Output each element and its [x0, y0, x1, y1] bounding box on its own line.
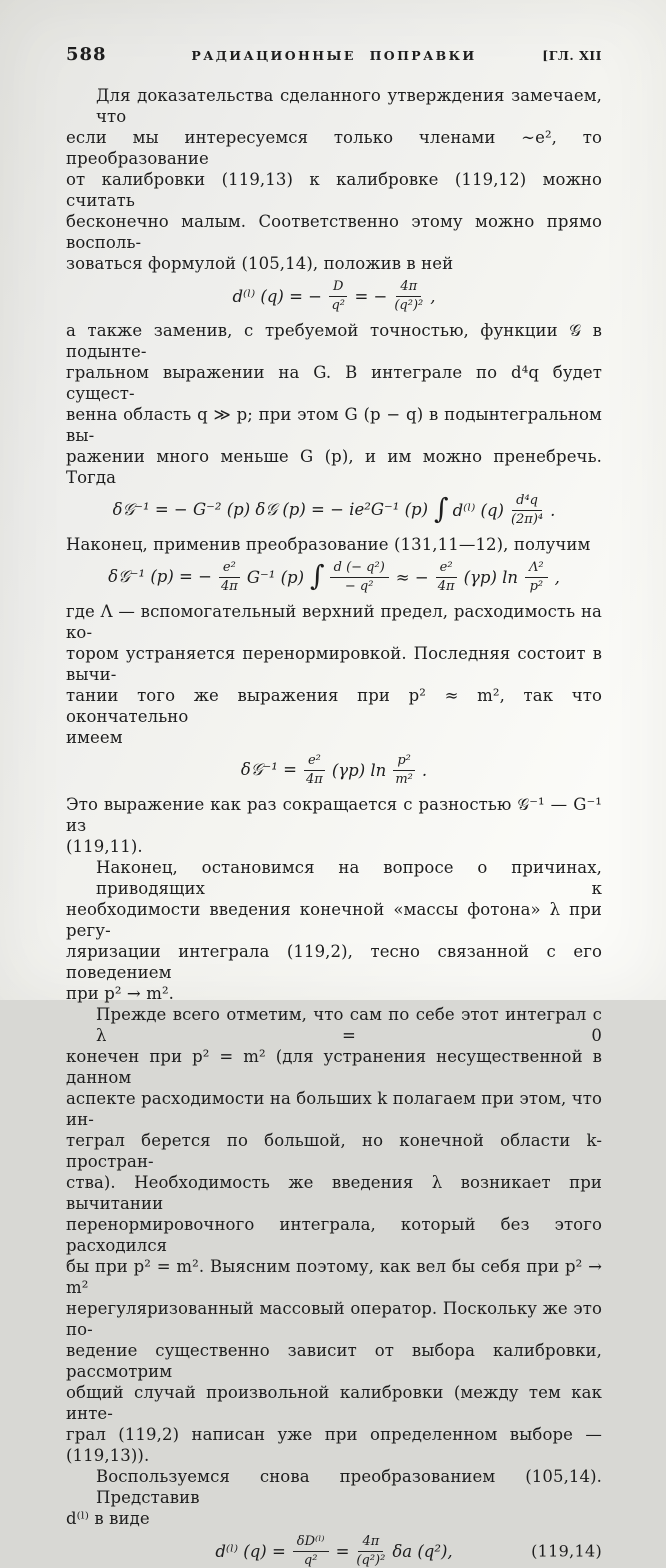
- paragraph-5: [66, 794, 602, 857]
- text-line: (119,11).: [66, 837, 143, 856]
- text-line: гральном выражении на G. В интеграле по d⁴q будет сущест-: [66, 363, 602, 403]
- formula-part: ,: [430, 286, 436, 306]
- fraction: [393, 753, 415, 787]
- fraction-numerator: e²: [304, 753, 325, 770]
- text-line: бы при p² = m². Выясним поэтому, как вел бы себя при p² → m²: [66, 1257, 602, 1297]
- running-title: РАДИАЦИОННЫЕ ПОПРАВКИ: [191, 48, 477, 63]
- formula-part: δa (q²),: [392, 1541, 453, 1561]
- formula-delta-g-renormalized: [66, 753, 602, 787]
- text-line: а также заменив, с требуемой точностью, функции 𝒢 в подынте-: [66, 321, 602, 361]
- fraction: [304, 753, 325, 787]
- fraction-numerator: δD⁽ˡ⁾: [293, 1534, 329, 1551]
- fraction-denominator: 4π: [437, 578, 455, 594]
- text-line: от калибровки (119,13) к калибровке (119,12) можно считать: [66, 170, 602, 210]
- fraction: [356, 1534, 385, 1568]
- formula-part: = −: [354, 286, 388, 306]
- text-line: нерегуляризованный массовый оператор. Поскольку же это по-: [66, 1299, 602, 1339]
- fraction: [436, 560, 457, 594]
- fraction-denominator: p²: [529, 578, 544, 594]
- formula-part: (γp) ln: [331, 760, 387, 780]
- formula-part: d⁽ˡ⁾ (q): [452, 500, 504, 520]
- fraction: [394, 279, 423, 313]
- paragraph-8: [66, 1466, 602, 1529]
- paragraph-2: [66, 320, 602, 488]
- paragraph-4: [66, 601, 602, 748]
- formula-part: .: [421, 760, 428, 780]
- text-line: ства). Необходимость же введения λ возникает при вычитании: [66, 1173, 602, 1213]
- fraction-numerator: 4π: [396, 279, 421, 296]
- text-line: бесконечно малым. Соответственно этому можно прямо восполь-: [66, 212, 602, 252]
- integral-sign: ∫: [310, 559, 325, 592]
- formula-part: δ𝒢⁻¹ = − G⁻² (p) δ𝒢 (p) = − ie²G⁻¹ (p): [112, 500, 429, 519]
- fraction-numerator: Λ²: [525, 560, 548, 577]
- formula-part: ≈ −: [395, 567, 429, 587]
- paragraph-7: [66, 1004, 602, 1466]
- fraction: [330, 560, 389, 594]
- text-line: Воспользуемся снова преобразованием (105,14). Представив: [96, 1467, 602, 1507]
- fraction-denominator: − q²: [344, 578, 374, 594]
- paragraph-3: [66, 534, 602, 555]
- text-line: Наконец, остановимся на вопросе о причинах, приводящих к: [96, 858, 602, 898]
- fraction-numerator: p²: [393, 753, 415, 770]
- text-line: d⁽ˡ⁾ в виде: [66, 1509, 150, 1528]
- fraction-numerator: d⁴q: [512, 493, 542, 510]
- text-line: венна область q ≫ p; при этом G (p − q) в подынтегральном вы-: [66, 405, 602, 445]
- fraction: [525, 560, 548, 594]
- formula-part: (γp) ln: [463, 567, 519, 587]
- text-line: ражении много меньше G (p), и им можно пренебречь. Тогда: [66, 447, 602, 487]
- text-line: ведение существенно зависит от выбора калибровки, рассмотрим: [66, 1341, 602, 1381]
- formula-part: d⁽ˡ⁾ (q) =: [215, 1541, 286, 1561]
- formula-delta-g-log-divergence: [66, 560, 602, 594]
- formula-part: d⁽ˡ⁾ (q) = −: [232, 286, 322, 306]
- formula-119-14: [66, 1534, 602, 1568]
- formula-part: δ𝒢⁻¹ (p) = −: [108, 567, 212, 586]
- fraction-numerator: d (− q²): [330, 560, 389, 577]
- text-line: грал (119,2) написан уже при определенном выборе — (119,13)).: [66, 1425, 602, 1465]
- fraction-denominator: q²: [331, 297, 345, 313]
- text-line: Для доказательства сделанного утверждения замечаем, что: [96, 86, 602, 126]
- fraction-numerator: e²: [436, 560, 457, 577]
- formula-part: δ𝒢⁻¹ =: [240, 760, 297, 779]
- page-number: 588: [66, 44, 107, 65]
- text-line: при p² → m².: [66, 984, 174, 1003]
- text-line: Прежде всего отметим, что сам по себе этот интеграл с λ = 0: [96, 1005, 602, 1045]
- text-line: аспекте расходимости на больших k полагаем при этом, что ин-: [66, 1089, 602, 1129]
- fraction-denominator: m²: [395, 771, 413, 787]
- page-header: [66, 44, 602, 66]
- fraction-numerator: e²: [219, 560, 240, 577]
- fraction: [511, 493, 543, 527]
- text-line: где Λ — вспомогательный верхний предел, расходимость на ко-: [66, 602, 602, 642]
- fraction-denominator: q²: [303, 1552, 318, 1568]
- formula-part: .: [550, 500, 556, 520]
- text-line: тором устраняется перенормировкой. Последняя состоит в вычи-: [66, 644, 602, 684]
- paragraph-6: [66, 857, 602, 1004]
- formula-delta-g-integral: [66, 493, 602, 527]
- fraction: [329, 279, 347, 313]
- fraction: [293, 1534, 329, 1568]
- equation-number: (119,14): [531, 1541, 602, 1561]
- text-line: Наконец, применив преобразование (131,11—12), получим: [66, 535, 591, 554]
- text-line: зоваться формулой (105,14), положив в ней: [66, 254, 454, 273]
- formula-part: ,: [554, 567, 560, 587]
- fraction-denominator: 4π: [305, 771, 323, 787]
- fraction-numerator: D: [329, 279, 347, 296]
- formula-part: G⁻¹ (p): [246, 567, 305, 587]
- formula-gauge-propagator: [66, 279, 602, 313]
- text-line: Это выражение как раз сокращается с разностью 𝒢⁻¹ — G⁻¹ из: [66, 795, 602, 835]
- text-line: общий случай произвольной калибровки (между тем как инте-: [66, 1383, 602, 1423]
- text-line: теграл берется по большой, но конечной области k-простран-: [66, 1131, 602, 1171]
- text-line: необходимости введения конечной «массы фотона» λ при регу-: [66, 900, 602, 940]
- text-line: перенормировочного интеграла, который без этого расходился: [66, 1215, 602, 1255]
- integral-sign: ∫: [434, 492, 449, 525]
- paragraph-1: [66, 85, 602, 274]
- fraction: [219, 560, 240, 594]
- fraction-denominator: 4π: [220, 578, 238, 594]
- fraction-denominator: (q²)²: [394, 297, 424, 313]
- fraction-denominator: (q²)²: [356, 1552, 386, 1568]
- text-line: тании того же выражения при p² ≈ m², так что окончательно: [66, 686, 602, 726]
- fraction-denominator: (2π)⁴: [510, 511, 544, 527]
- text-line: конечен при p² = m² (для устранения несущественной в данном: [66, 1047, 602, 1087]
- text-line: имеем: [66, 728, 123, 747]
- chapter-label: [ГЛ. XII: [542, 48, 602, 63]
- fraction-numerator: 4π: [358, 1534, 383, 1551]
- text-line: ляризации интеграла (119,2), тесно связанной с его поведением: [66, 942, 602, 982]
- text-line: если мы интересуемся только членами ∼e², то преобразование: [66, 128, 602, 168]
- formula-part: =: [335, 1541, 350, 1561]
